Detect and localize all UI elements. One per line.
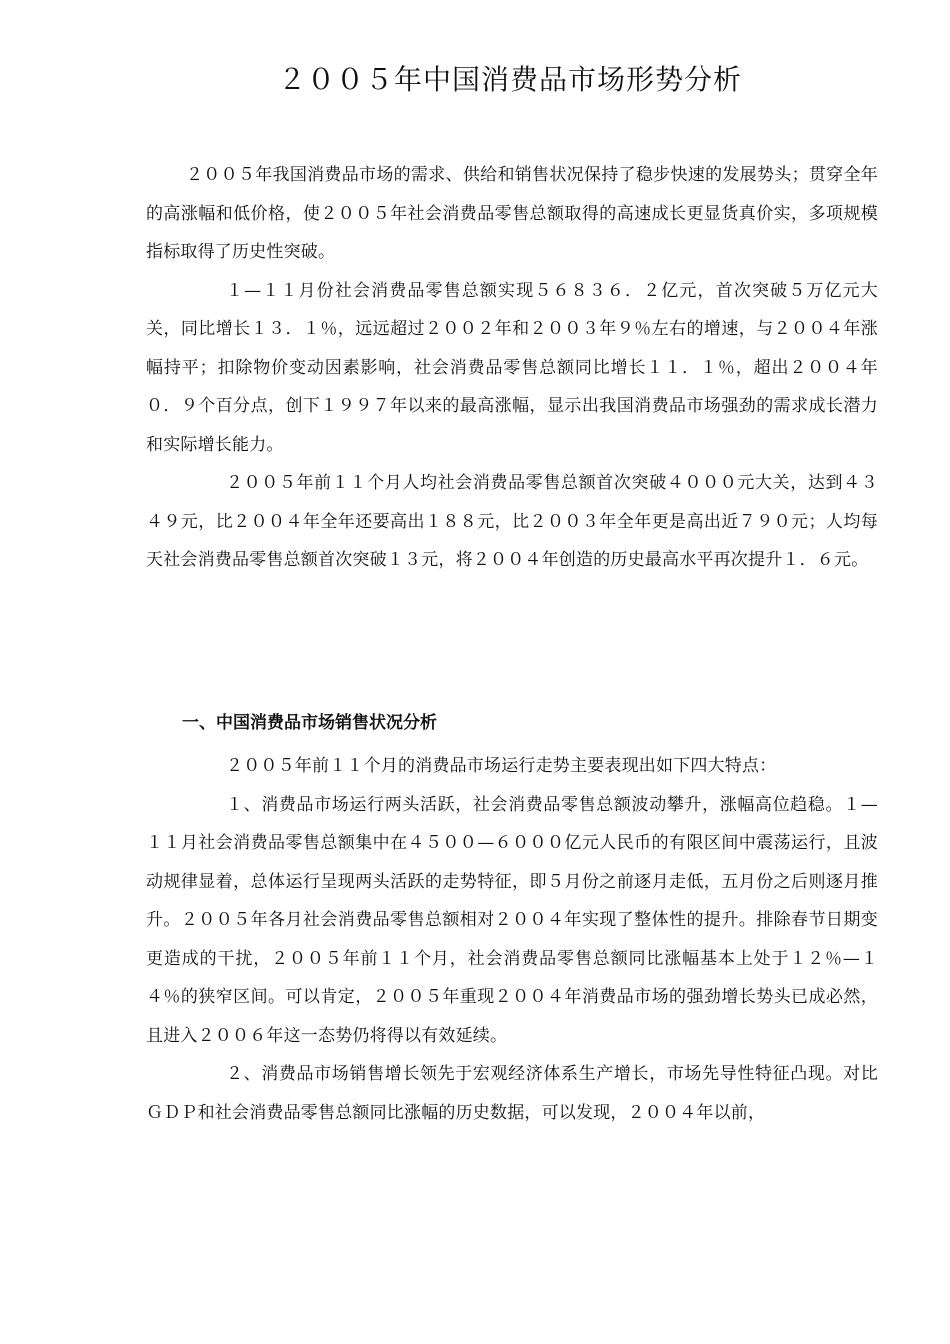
intro-section — [146, 156, 878, 580]
section-paragraph-2: １、消费品市场运行两头活跃，社会消费品零售总额波动攀升，涨幅高位趋稳。１—１１月社会消费品零售总额集中在４５００—６０００亿元人民币的有限区间中震荡运行，且波动规律显着，总体运行呈现两头活跃的走势特征，即５月份之前逐月走低，五月份之后则逐月推升。２００５年各月社会消费品零售总额相对２００４年实现了整体性的提升。排除春节日期变更造成的干扰，２００５年前１１个月，社会消费品零售总额同比涨幅基本上处于１２％—１４％的狭窄区间。可以肯定，２００５年重现２００４年消费品市场的强劲增长势头已成必然，且进入２００６年这一态势仍将得以有效延续。 — [146, 794, 878, 1046]
section-paragraph-1: ２００５年前１１个月的消费品市场运行走势主要表现出如下四大特点： — [226, 756, 777, 776]
intro-paragraph-2: １—１１月份社会消费品零售总额实现５６８３６．２亿元，首次突破５万亿元大关，同比增长１３．１％，远远超过２００２年和２００３年９％左右的增速，与２００４年涨幅持平；扣除物价变动因素影响，社会消费品零售总额同比增长１１．１％，超出２００４年０．９个百分点，创下１９９７年以来的最高涨幅，显示出我国消费品市场强劲的需求成长潜力和实际增长能力。 — [146, 280, 878, 455]
intro-paragraph-3: ２００５年前１１个月人均社会消费品零售总额首次突破４０００元大关，达到４３４９元，比２００４年全年还要高出１８８元，比２００３年全年更是高出近７９０元；人均每天社会消费品零售总额首次突破１３元，将２００４年创造的历史最高水平再次提升１．６元。 — [146, 473, 878, 570]
document-title: ２００５年中国消费品市场形势分析 — [277, 63, 742, 96]
section-heading: 一、中国消费品市场销售状况分析 — [182, 713, 437, 733]
section-body — [146, 747, 878, 1132]
intro-paragraph-1: ２００５年我国消费品市场的需求、供给和销售状况保持了稳步快速的发展势头；贯穿全年的高涨幅和低价格，使２００５年社会消费品零售总额取得的高速成长更显货真价实，多项规模指标取得了历史性突破。 — [146, 165, 878, 262]
section-paragraph-3: ２、消费品市场销售增长领先于宏观经济体系生产增长，市场先导性特征凸现。对比ＧＤＰ和社会消费品零售总额同比涨幅的历史数据，可以发现，２００４年以前， — [146, 1064, 878, 1123]
